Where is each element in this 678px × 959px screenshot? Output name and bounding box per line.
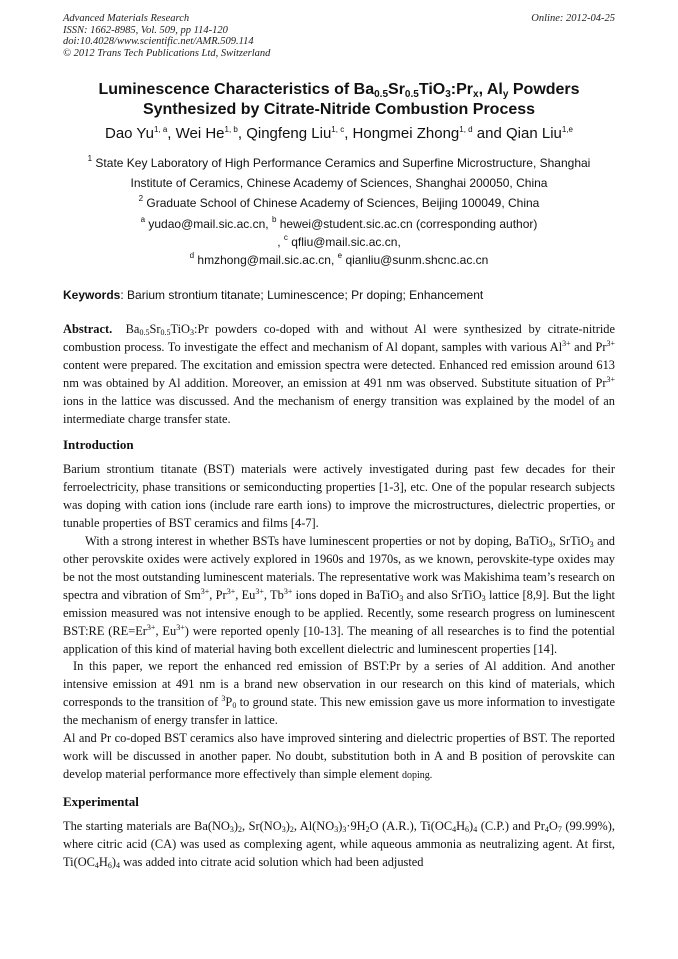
author-list: Dao Yu$^{1, a}$, Wei He$^{1, b}$, Qingfeng Liu$^{1, c}$, Hongmei Zhong$^{1, d}$ and Qian Liu$^{1,e}$ [105,125,573,142]
affiliations: $^1$ State Key Laboratory of High Performance Ceramics and Superfine Microstructure, Shanghai Institute of Ceramics, Chinese Academy of Sciences, Shanghai 200050, China $^2$ Graduate School of Chinese Academy of Sciences, Beijing 100049, China [87,154,591,210]
title-line-2: Synthesized by Citrate-Nitride Combustion Process [142,101,536,118]
intro-paragraph-4: Al and Pr co-doped BST ceramics also have improved sintering and dielectric properties of BST. The reported work will be discussed in another paper. No doubt, substitution both in A and B position of perovskite can develop material performance more effectively than simple element doping. [63,731,615,781]
copyright: © 2012 Trans Tech Publications Ltd, Switzerland [63,47,271,59]
keywords: Keywords: Barium strontium titanate; Luminescence; Pr doping; Enhancement [63,288,484,302]
section-heading-experimental: Experimental [63,793,139,809]
doi: doi:10.4028/www.scientific.net/AMR.509.114 [63,36,254,47]
abstract-label: Abstract. [63,322,113,336]
journal-name: Advanced Materials Research [63,13,190,24]
author-name: Hongmei Zhong [352,125,460,142]
intro-paragraph-3: In this paper, we report the enhanced red emission of BST:Pr by a series of Al addition. And another intensive emission at 491 nm is a brand new observation in our research on this kind of materials, which corresponds to the transition of $^3P_0$ to ground state. This new emission gave us more information to investigate the mechanism of energy transfer in lattice. [63,659,615,728]
paper-body [63,321,615,871]
author-name: Wei He [175,125,225,142]
keywords-label: Keywords [63,288,121,302]
online-date: Online: 2012-04-25 [531,13,615,24]
abstract: Abstract. $Ba_{0.5}Sr_{0.5}TiO_3:Pr$ powders co-doped with and without Al were synthesized by citrate-nitride combustion process. To investigate the effect and mechanism of Al dopant, samples with various $Al^{3+}$ and $Pr^{3+}$ content were prepared. The excitation and emission spectra were detected. Enhanced red emission around 613 nm was obtained by Al addition. Moreover, an emission at 491 nm was observed. Substitute situation of $Pr^{3+}$ ions in the lattice was discussed. And the mechanism of energy transition was explained by the model of an intermediate charge transfer state. [63,322,615,426]
author-name: Dao Yu [105,125,154,142]
author-name: Qian Liu [506,125,562,142]
author-emails: $^a$ yudao@mail.sic.ac.cn, $^b$ hewei@student.sic.ac.cn (corresponding author) , $^c$ qfliu@mail.sic.ac.cn, $^d$ hmzhong@mail.sic.ac.cn, $^e$ qianliu@sunm.shcnc.ac.cn [140,215,538,267]
paper-title: Luminescence Characteristics of $Ba_{0.5}Sr_{0.5}TiO_3:Pr_x$, $Al_y$ Powders Synthesized by Citrate-Nitride Combustion Process [40,80,638,120]
author-name: Qingfeng Liu [246,125,332,142]
intro-paragraph-2: With a strong interest in whether BSTs have luminescent properties or not by doping, BaTiO$_3$, SrTiO$_3$ and other perovskite oxides were actively explored in 1960s and 1970s, as we known, perovskite-type oxides may be not the most outstanding luminescent materials. The representative work was Makishima team’s research on spectra and vibration of $Sm^{3+}$, $Pr^{3+}$, $Eu^{3+}$, $Tb^{3+}$ ions doped in BaTiO$_3$ and also SrTiO$_3$ lattice [8,9]. But the light emission measured was not intensive enough to be applied. Recently, some research progress on luminescent BST:RE ($RE=Er^{3+}$, $Eu^{3+}$) were reported openly [10-13]. The meaning of all researches is to find the potential application of this kind of material having both excellent dielectric and luminescent properties [14]. [63,534,616,656]
intro-paragraph-1: Barium strontium titanate (BST) materials were actively investigated during past few decades for their ferroelectricity, phase transitions or semiconducting properties [1-3], etc. One of the popular research subjects was doping with cation ions (include rare earth ions) to improve the microstructures, dielectric properties, or tunable properties of BST ceramics and films [4-7]. [63,462,615,531]
issn: ISSN: 1662-8985, Vol. 509, pp 114-120 [63,24,228,36]
experimental-paragraph-1: The starting materials are $Ba(NO_3)_2$, $Sr(NO_3)_2$, $Al(NO_3)_3\cdot 9H_2O$ (A.R.), $Ti(OC_4H_6)_4$ (C.P.) and $Pr_4O_7$ (99.99%), where citric acid (CA) was used as complexing agent, while aqueous ammonia as neutralizing agent. At first, $Ti(OC_4H_6)_4$ was added into citrate acid solution which had been adjusted [63,818,615,870]
running-header [63,13,615,59]
section-heading-introduction: Introduction [63,437,134,453]
